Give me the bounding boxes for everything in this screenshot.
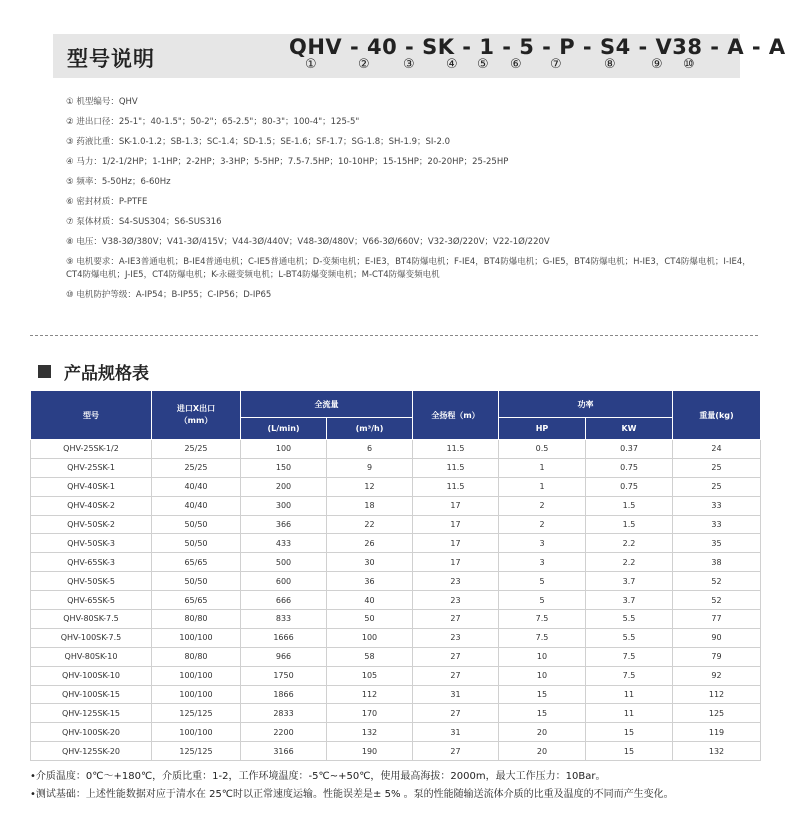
table-cell: 31 [413,723,499,742]
table-cell: 11.5 [413,458,499,477]
spec-table [30,390,761,761]
table-cell: 170 [327,704,413,723]
header-head: 全扬程（m） [413,391,499,440]
table-cell: 100 [241,440,327,459]
marker-2: ② [358,57,370,72]
table-cell: QHV-100SK-7.5 [31,628,152,647]
table-cell: 2 [499,515,586,534]
note-6: ⑥ 密封材质：P-PTFE [66,197,148,207]
model-code: QHV - 40 - SK - 1 - 5 - P - S4 - V38 - A - A [289,35,786,59]
section-title: 产品规格表 [64,363,149,384]
table-row [31,704,761,723]
header-power: 功率 [499,391,673,418]
note-3: ③ 药液比重：SK-1.0-1.2；SB-1.3；SC-1.4；SD-1.5；SE-1.6；SF-1.7；SG-1.8；SH-1.9；SI-2.0 [66,137,450,147]
table-row [31,723,761,742]
table-row [31,647,761,666]
table-cell: 33 [673,515,761,534]
note-10: ⑩ 电机防护等级：A-IP54；B-IP55；C-IP56；D-IP65 [66,290,272,300]
table-cell: 0.75 [586,458,673,477]
table-cell: QHV-125SK-20 [31,742,152,761]
table-cell: 5 [499,591,586,610]
model-explanation-banner [53,34,786,78]
table-cell: QHV-50SK-3 [31,534,152,553]
table-cell: 666 [241,591,327,610]
note-4: ④ 马力：1/2-1/2HP；1-1HP；2-2HP；3-3HP；5-5HP；7.5-7.5HP；10-10HP；15-15HP；20-20HP；25-25HP [66,157,509,167]
footnote-1: •介质温度：0℃～+180℃，介质比重：1-2，工作环境温度：-5℃~+50℃，使用最高海拔：2000m，最大工作压力：10Bar。 [30,771,606,782]
table-cell: 105 [327,666,413,685]
table-cell: 38 [673,553,761,572]
table-cell: 833 [241,610,327,629]
marker-6: ⑥ [510,57,522,72]
table-cell: 112 [673,685,761,704]
table-row [31,685,761,704]
table-cell: 15 [499,704,586,723]
table-cell: 50 [327,610,413,629]
table-cell: 52 [673,572,761,591]
table-cell: 22 [327,515,413,534]
table-cell: 27 [413,610,499,629]
header-port: 进口X出口 （mm） [152,391,241,440]
header-flow: 全流量 [241,391,413,418]
table-cell: 17 [413,515,499,534]
table-cell: 100/100 [152,666,241,685]
table-cell: 65/65 [152,591,241,610]
table-cell: 600 [241,572,327,591]
table-cell: 190 [327,742,413,761]
table-cell: 15 [586,742,673,761]
table-cell: 1866 [241,685,327,704]
table-cell: 2833 [241,704,327,723]
table-cell: 24 [673,440,761,459]
marker-9: ⑨ [651,57,663,72]
table-cell: 92 [673,666,761,685]
table-cell: 125 [673,704,761,723]
note-5: ⑤ 频率：5-50Hz；6-60Hz [66,177,171,187]
table-cell: QHV-80SK-10 [31,647,152,666]
table-cell: 90 [673,628,761,647]
table-row [31,477,761,496]
table-cell: 23 [413,591,499,610]
table-cell: 27 [413,666,499,685]
table-cell: 3 [499,553,586,572]
table-cell: 200 [241,477,327,496]
table-cell: 0.5 [499,440,586,459]
marker-8: ⑧ [604,57,616,72]
marker-4: ④ [446,57,458,72]
table-cell: 7.5 [586,666,673,685]
table-cell: 17 [413,534,499,553]
table-cell: 77 [673,610,761,629]
table-cell: QHV-100SK-15 [31,685,152,704]
marker-3: ③ [403,57,415,72]
table-cell: 9 [327,458,413,477]
header-flow-m3h: (m³/h) [327,418,413,440]
header-kw: KW [586,418,673,440]
table-cell: 1 [499,458,586,477]
table-cell: 132 [673,742,761,761]
table-cell: 1750 [241,666,327,685]
table-cell: 11.5 [413,477,499,496]
table-cell: 15 [499,685,586,704]
table-cell: 2.2 [586,534,673,553]
table-cell: 966 [241,647,327,666]
table-cell: 20 [499,723,586,742]
table-cell: 36 [327,572,413,591]
table-cell: 3.7 [586,572,673,591]
table-cell: 100/100 [152,723,241,742]
table-cell: QHV-80SK-7.5 [31,610,152,629]
table-cell: QHV-50SK-2 [31,515,152,534]
table-cell: 23 [413,572,499,591]
spec-table-body [31,440,761,761]
header-hp: HP [499,418,586,440]
table-cell: 1666 [241,628,327,647]
square-bullet-icon [38,365,51,378]
note-1: ① 机型编号：QHV [66,97,138,107]
table-cell: 27 [413,647,499,666]
banner-title: 型号说明 [67,47,155,71]
marker-1: ① [305,57,317,72]
table-cell: 125/125 [152,742,241,761]
table-cell: 125/125 [152,704,241,723]
table-cell: 11 [586,685,673,704]
table-row [31,666,761,685]
header-flow-lmin: (L/min) [241,418,327,440]
table-cell: 11.5 [413,440,499,459]
table-cell: 6 [327,440,413,459]
table-cell: 25 [673,458,761,477]
table-cell: 25/25 [152,458,241,477]
table-row [31,628,761,647]
table-cell: 3166 [241,742,327,761]
table-cell: 1.5 [586,496,673,515]
table-cell: QHV-50SK-5 [31,572,152,591]
table-cell: 500 [241,553,327,572]
table-cell: 5 [499,572,586,591]
table-cell: 5.5 [586,628,673,647]
table-cell: 150 [241,458,327,477]
table-cell: 7.5 [499,610,586,629]
table-cell: 100/100 [152,685,241,704]
table-cell: 52 [673,591,761,610]
table-row [31,742,761,761]
table-cell: QHV-100SK-10 [31,666,152,685]
table-cell: 35 [673,534,761,553]
model-notes [66,96,766,309]
table-row [31,496,761,515]
table-row [31,610,761,629]
table-cell: 3 [499,534,586,553]
table-cell: QHV-25SK-1/2 [31,440,152,459]
table-cell: 2.2 [586,553,673,572]
table-cell: 3.7 [586,591,673,610]
table-cell: QHV-65SK-5 [31,591,152,610]
dashed-divider [30,335,758,336]
note-9: ⑨ 电机要求：A-IE3普通电机；B-IE4普通电机；C-IE5普通电机；D-变频电机；E-IE3，BT4防爆电机；F-IE4，BT4防爆电机；G-IE5，BT4防爆电机；H-IE3，CT4防爆电机；I-IE4，CT4防爆电机；J-IE5，CT4防爆电机；K-永磁变频电机；L-BT4防爆变频电机；M-CT4防爆变频电机 [66,257,751,280]
table-cell: 65/65 [152,553,241,572]
table-row [31,440,761,459]
table-row [31,591,761,610]
marker-5: ⑤ [477,57,489,72]
table-cell: 2200 [241,723,327,742]
table-cell: 132 [327,723,413,742]
table-cell: 23 [413,628,499,647]
table-cell: 5.5 [586,610,673,629]
table-cell: 50/50 [152,572,241,591]
footnote-2: •测试基础：上述性能数据对应于清水在 25℃时以正常速度运输。性能误差是± 5% 。泵的性能随输送流体介质的比重及温度的不同而产生变化。 [30,789,674,800]
table-cell: 11 [586,704,673,723]
header-model: 型号 [31,391,152,440]
table-cell: 12 [327,477,413,496]
table-cell: 18 [327,496,413,515]
table-cell: QHV-25SK-1 [31,458,152,477]
table-cell: 58 [327,647,413,666]
table-cell: 27 [413,742,499,761]
table-row [31,572,761,591]
table-cell: 30 [327,553,413,572]
marker-7: ⑦ [550,57,562,72]
table-cell: 31 [413,685,499,704]
table-cell: 50/50 [152,515,241,534]
table-cell: 2 [499,496,586,515]
table-cell: 79 [673,647,761,666]
table-cell: 112 [327,685,413,704]
table-row [31,458,761,477]
note-7: ⑦ 泵体材质：S4-SUS304；S6-SUS316 [66,217,222,227]
table-cell: QHV-65SK-3 [31,553,152,572]
marker-10: ⑩ [683,57,695,72]
table-cell: QHV-40SK-1 [31,477,152,496]
note-2: ② 进出口径：25-1"；40-1.5"；50-2"；65-2.5"；80-3"；100-4"；125-5" [66,117,360,127]
table-cell: 10 [499,666,586,685]
header-weight: 重量(kg) [673,391,761,440]
table-cell: 7.5 [586,647,673,666]
table-cell: 40/40 [152,477,241,496]
table-cell: QHV-40SK-2 [31,496,152,515]
table-cell: 25/25 [152,440,241,459]
table-cell: 50/50 [152,534,241,553]
table-cell: 80/80 [152,610,241,629]
table-cell: 10 [499,647,586,666]
table-cell: 15 [586,723,673,742]
table-cell: 300 [241,496,327,515]
table-cell: 100 [327,628,413,647]
table-row [31,515,761,534]
table-cell: 17 [413,496,499,515]
table-cell: 119 [673,723,761,742]
table-cell: 33 [673,496,761,515]
table-cell: 26 [327,534,413,553]
table-cell: QHV-125SK-15 [31,704,152,723]
table-cell: 40/40 [152,496,241,515]
table-row [31,553,761,572]
note-8: ⑧ 电压：V38-3Ø/380V；V41-3Ø/415V；V44-3Ø/440V；V48-3Ø/480V；V66-3Ø/660V；V32-3Ø/220V；V22-1Ø/220V [66,237,550,247]
table-cell: 433 [241,534,327,553]
table-cell: 0.75 [586,477,673,496]
table-cell: 40 [327,591,413,610]
table-cell: 0.37 [586,440,673,459]
table-cell: 1.5 [586,515,673,534]
table-row [31,534,761,553]
table-cell: 80/80 [152,647,241,666]
spec-section-header [38,360,149,382]
table-cell: 20 [499,742,586,761]
table-cell: 25 [673,477,761,496]
table-cell: 17 [413,553,499,572]
table-cell: 1 [499,477,586,496]
table-cell: 7.5 [499,628,586,647]
table-cell: 366 [241,515,327,534]
table-cell: 27 [413,704,499,723]
table-cell: QHV-100SK-20 [31,723,152,742]
table-cell: 100/100 [152,628,241,647]
